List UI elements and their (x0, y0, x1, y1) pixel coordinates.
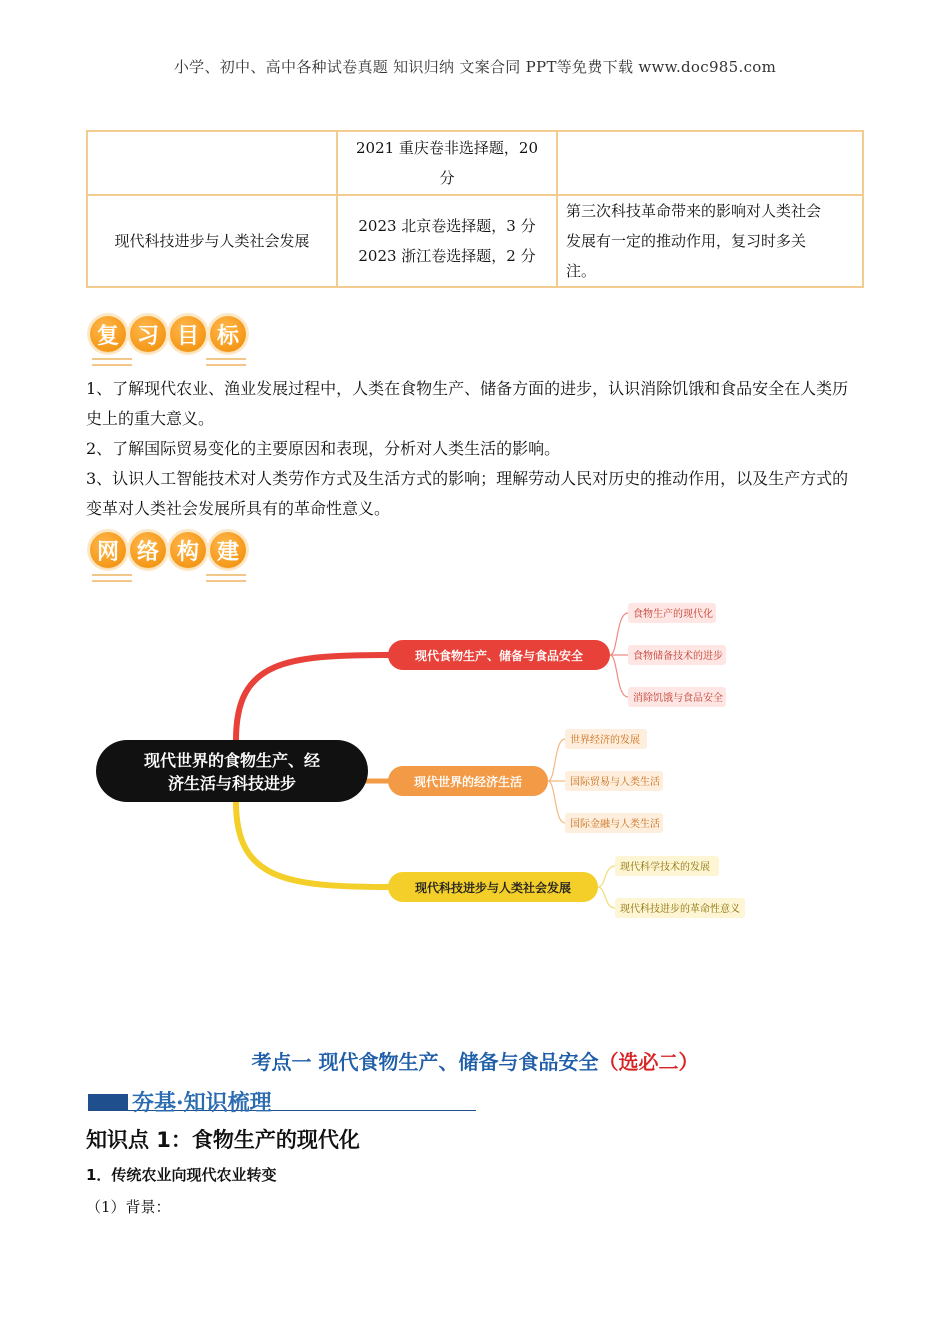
mindmap-leaf-label: 食物生产的现代化 (633, 609, 713, 620)
mindmap-leaf-label: 消除饥饿与食品安全 (633, 693, 723, 704)
table-row (87, 131, 863, 195)
badge-char: 习 (130, 316, 166, 352)
exam-point-paren: （选必二） (598, 1050, 699, 1074)
table-cell (557, 131, 863, 195)
mindmap-branch-label: 现代世界的经济生活 (413, 775, 523, 789)
subheading: 1．传统农业向现代农业转变 (86, 1166, 277, 1184)
badge-underline (206, 358, 246, 366)
exam-table (86, 130, 864, 288)
goal-item: 1、了解现代农业、渔业发展过程中，人类在食物生产、储备方面的进步，认识消除饥饿和食品安全在人类历史上的重大意义。 (86, 379, 849, 428)
exam-point-main: 考点一 现代食物生产、储备与食品安全 (251, 1050, 599, 1074)
mindmap-leaf-label: 国际贸易与人类生活 (570, 777, 660, 788)
table-cell (87, 131, 337, 195)
badge-char: 复 (90, 316, 126, 352)
badge-underline (206, 574, 246, 582)
cell-line: 2021 重庆卷非选择题，20 (355, 139, 539, 157)
leaf-connector (598, 866, 615, 908)
table-cell (557, 195, 863, 287)
review-goals-badge (90, 316, 246, 352)
subheading: （1）背景： (86, 1198, 171, 1216)
badge-char: 络 (130, 532, 166, 568)
leaf-connector (610, 613, 628, 697)
mindmap-leaf-label: 国际金融与人类生活 (570, 819, 660, 830)
cell-line: 2023 北京卷选择题，3 分 (358, 217, 536, 235)
mindmap-branch-label: 现代食物生产、储备与食品安全 (414, 649, 584, 663)
badge-char: 建 (210, 532, 246, 568)
mindmap-leaf-label: 世界经济的发展 (570, 735, 640, 746)
table-cell: 现代科技进步与人类社会发展 (87, 195, 337, 287)
mindmap-leaf-label: 现代科学技术的发展 (620, 862, 710, 873)
cell-line: 注。 (566, 262, 597, 280)
table-cell (337, 131, 557, 195)
mindmap-leaf-label: 现代科技进步的革命性意义 (620, 904, 740, 915)
goal-item: 3、认识人工智能技术对人类劳作方式及生活方式的影响；理解劳动人民对历史的推动作用，以及生产方式的变革对人类社会发展所具有的革命性意义。 (86, 469, 849, 518)
cell-line: 2023 浙江卷选择题，2 分 (358, 247, 536, 265)
mindmap-root-line: 现代世界的食物生产、经 (143, 751, 321, 770)
badge-char: 标 (210, 316, 246, 352)
branch-connector (236, 655, 391, 740)
mind-map (86, 590, 766, 940)
badge-underline (92, 358, 132, 366)
cell-line: 发展有一定的推动作用，复习时多关 (566, 232, 807, 250)
section-banner (88, 1088, 478, 1114)
banner-text: 夯基·知识梳理 (132, 1090, 272, 1116)
network-badge (90, 532, 246, 568)
table-row (87, 195, 863, 287)
page-header: 小学、初中、高中各种试卷真题 知识归纳 文案合同 PPT等免费下载 www.doc985.com (173, 58, 777, 76)
banner-block (88, 1094, 128, 1110)
mindmap-leaf-label: 食物储备技术的进步 (633, 651, 723, 662)
badge-char: 构 (170, 532, 206, 568)
mindmap-branch-label: 现代科技进步与人类社会发展 (414, 881, 572, 895)
mindmap-root-line: 济生活与科技进步 (167, 774, 297, 793)
cell-line: 分 (439, 169, 455, 187)
badge-char: 目 (170, 316, 206, 352)
table-cell (337, 195, 557, 287)
cell-line: 第三次科技革命带来的影响对人类社会 (566, 202, 822, 220)
leaf-connector (548, 739, 565, 823)
badge-char: 网 (90, 532, 126, 568)
branch-connector (236, 802, 391, 887)
badge-underline (92, 574, 132, 582)
goal-item: 2、了解国际贸易变化的主要原因和表现，分析对人类生活的影响。 (86, 439, 561, 458)
knowledge-point-heading: 知识点 1：食物生产的现代化 (86, 1128, 360, 1152)
exam-point-title (0, 1046, 950, 1075)
